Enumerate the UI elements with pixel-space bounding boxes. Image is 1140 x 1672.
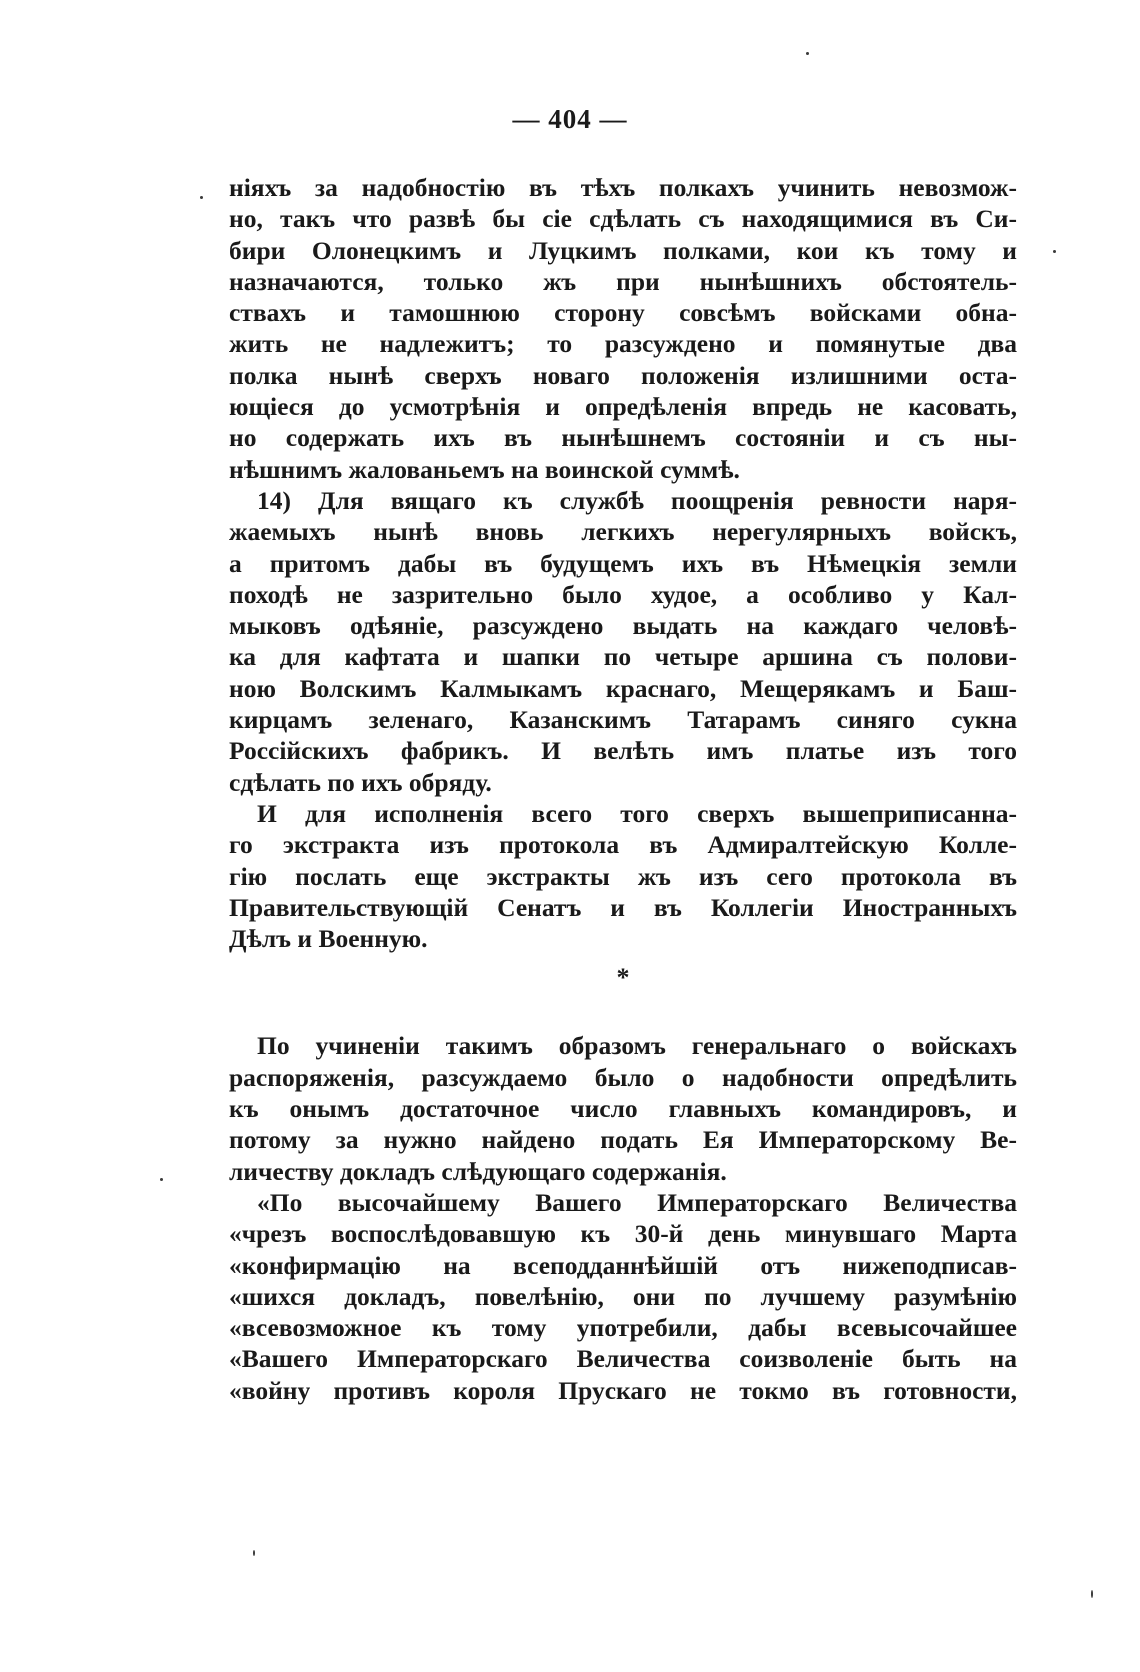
text-line: жить не надлежитъ; то разсуждено и помянутые два xyxy=(229,329,1017,359)
text-line: «Вашего Императорскаго Величества соизволенiе быть на xyxy=(229,1344,1017,1374)
text-line: распоряженiя, разсуждаемо было о надобности опредѣлить xyxy=(229,1062,1017,1092)
text-line: Дѣлъ и Военную. xyxy=(229,924,428,954)
text-line: И для исполненiя всего того сверхъ вышеприписанна- xyxy=(257,798,1017,828)
text-line: По учиненiи такимъ образомъ генеральнаго о войскахъ xyxy=(257,1031,1017,1061)
section-separator: * xyxy=(616,963,630,993)
text-line: «войну противъ короля Пруcкаго не токмо въ готовности, xyxy=(229,1375,1017,1405)
text-line: ка для кафтата и шапки по четыре аршина съ полови- xyxy=(229,642,1017,672)
text-line: нѣшнимъ жалованьемъ на воинской суммѣ. xyxy=(229,454,740,484)
text-line: къ онымъ достаточное число главныхъ командировъ, и xyxy=(229,1094,1017,1124)
paragraph-1 xyxy=(229,172,1017,485)
text-line: «шихся докладъ, повелѣнiю, они по лучшему разумѣнiю xyxy=(229,1281,1017,1311)
text-line: походѣ не зазрительно было худое, а особливо у Кал- xyxy=(229,579,1017,609)
text-line: «конфирмацiю на всеподданнѣйшiй отъ нижеподписав- xyxy=(229,1250,1017,1280)
paragraph-5 xyxy=(229,1187,1017,1406)
page-number: — 404 — xyxy=(512,104,628,134)
text-line: ствахъ и тамошнюю сторону совсѣмъ войсками обна- xyxy=(229,298,1017,328)
text-line: бири Олонецкимъ и Луцкимъ полками, кои къ тому и xyxy=(229,235,1017,265)
scan-speck xyxy=(1053,250,1056,253)
text-line: Россiйскихъ фабрикъ. И велѣть имъ платье изъ того xyxy=(229,736,1017,766)
text-line: нiяхъ за надобностiю въ тѣхъ полкахъ учинить невозмож- xyxy=(229,173,1017,202)
scan-speck xyxy=(253,1550,255,1556)
text-line: потому за нужно найдено подать Ея Императорскому Ве- xyxy=(229,1125,1017,1155)
text-line: назначаются, только жъ при нынѣшнихъ обстоятель- xyxy=(229,266,1017,296)
text-line: «всевозможное къ тому употребили, дабы всевысочайшее xyxy=(229,1313,1017,1343)
text-line: но, такъ что развѣ бы сiе сдѣлать съ находящимися въ Си- xyxy=(229,204,1017,234)
text-line: ющiеся до усмотрѣнiя и опредѣленiя впредь не касовать, xyxy=(229,392,1017,422)
text-line: личеству докладъ слѣдующаго содержанiя. xyxy=(229,1156,727,1186)
text-line: но содержать ихъ въ нынѣшнемъ состоянiи и съ ны- xyxy=(229,423,1017,453)
text-line: Правительствующiй Сенатъ и въ Коллегiи Иностранныхъ xyxy=(229,892,1017,922)
page-body xyxy=(229,172,1017,1406)
text-line: а притомъ дабы въ будущемъ ихъ въ Нѣмецкiя земли xyxy=(229,548,1017,578)
scan-speck xyxy=(1091,1590,1093,1598)
text-line: го экстракта изъ протокола въ Адмиралтейскую Колле- xyxy=(229,830,1017,860)
text-line: 14) Для вящаго къ службѣ поощренiя ревности наря- xyxy=(257,485,1017,515)
text-line: мыковъ одѣянiе, разсуждено выдать на каждаго человѣ- xyxy=(229,611,1017,641)
text-line: кирцамъ зеленаго, Казанскимъ Татарамъ синяго сукна xyxy=(229,705,1017,735)
text-line: ною Волскимъ Калмыкамъ краснаго, Мещерякамъ и Баш- xyxy=(229,673,1017,703)
text-line: «По высочайшему Вашего Императорскаго Величества xyxy=(257,1187,1017,1217)
text-line: «чрезъ воспослѣдовавшую къ 30-й день минувшаго Марта xyxy=(229,1219,1017,1249)
scan-speck xyxy=(200,196,203,199)
text-line: полка нынѣ сверхъ новаго положенiя излишними оста- xyxy=(229,360,1017,390)
scan-speck xyxy=(806,52,809,55)
paragraph-3 xyxy=(229,798,1017,954)
paragraph-2 xyxy=(229,485,1017,798)
paragraph-4 xyxy=(229,1030,1017,1186)
text-line: гiю послать еще экстракты жъ изъ сего протокола въ xyxy=(229,861,1017,891)
text-line: жаемыхъ нынѣ вновь легкихъ нерегулярныхъ войскъ, xyxy=(229,517,1017,547)
scan-speck xyxy=(160,1178,163,1181)
text-line: сдѣлать по ихъ обряду. xyxy=(229,767,492,797)
